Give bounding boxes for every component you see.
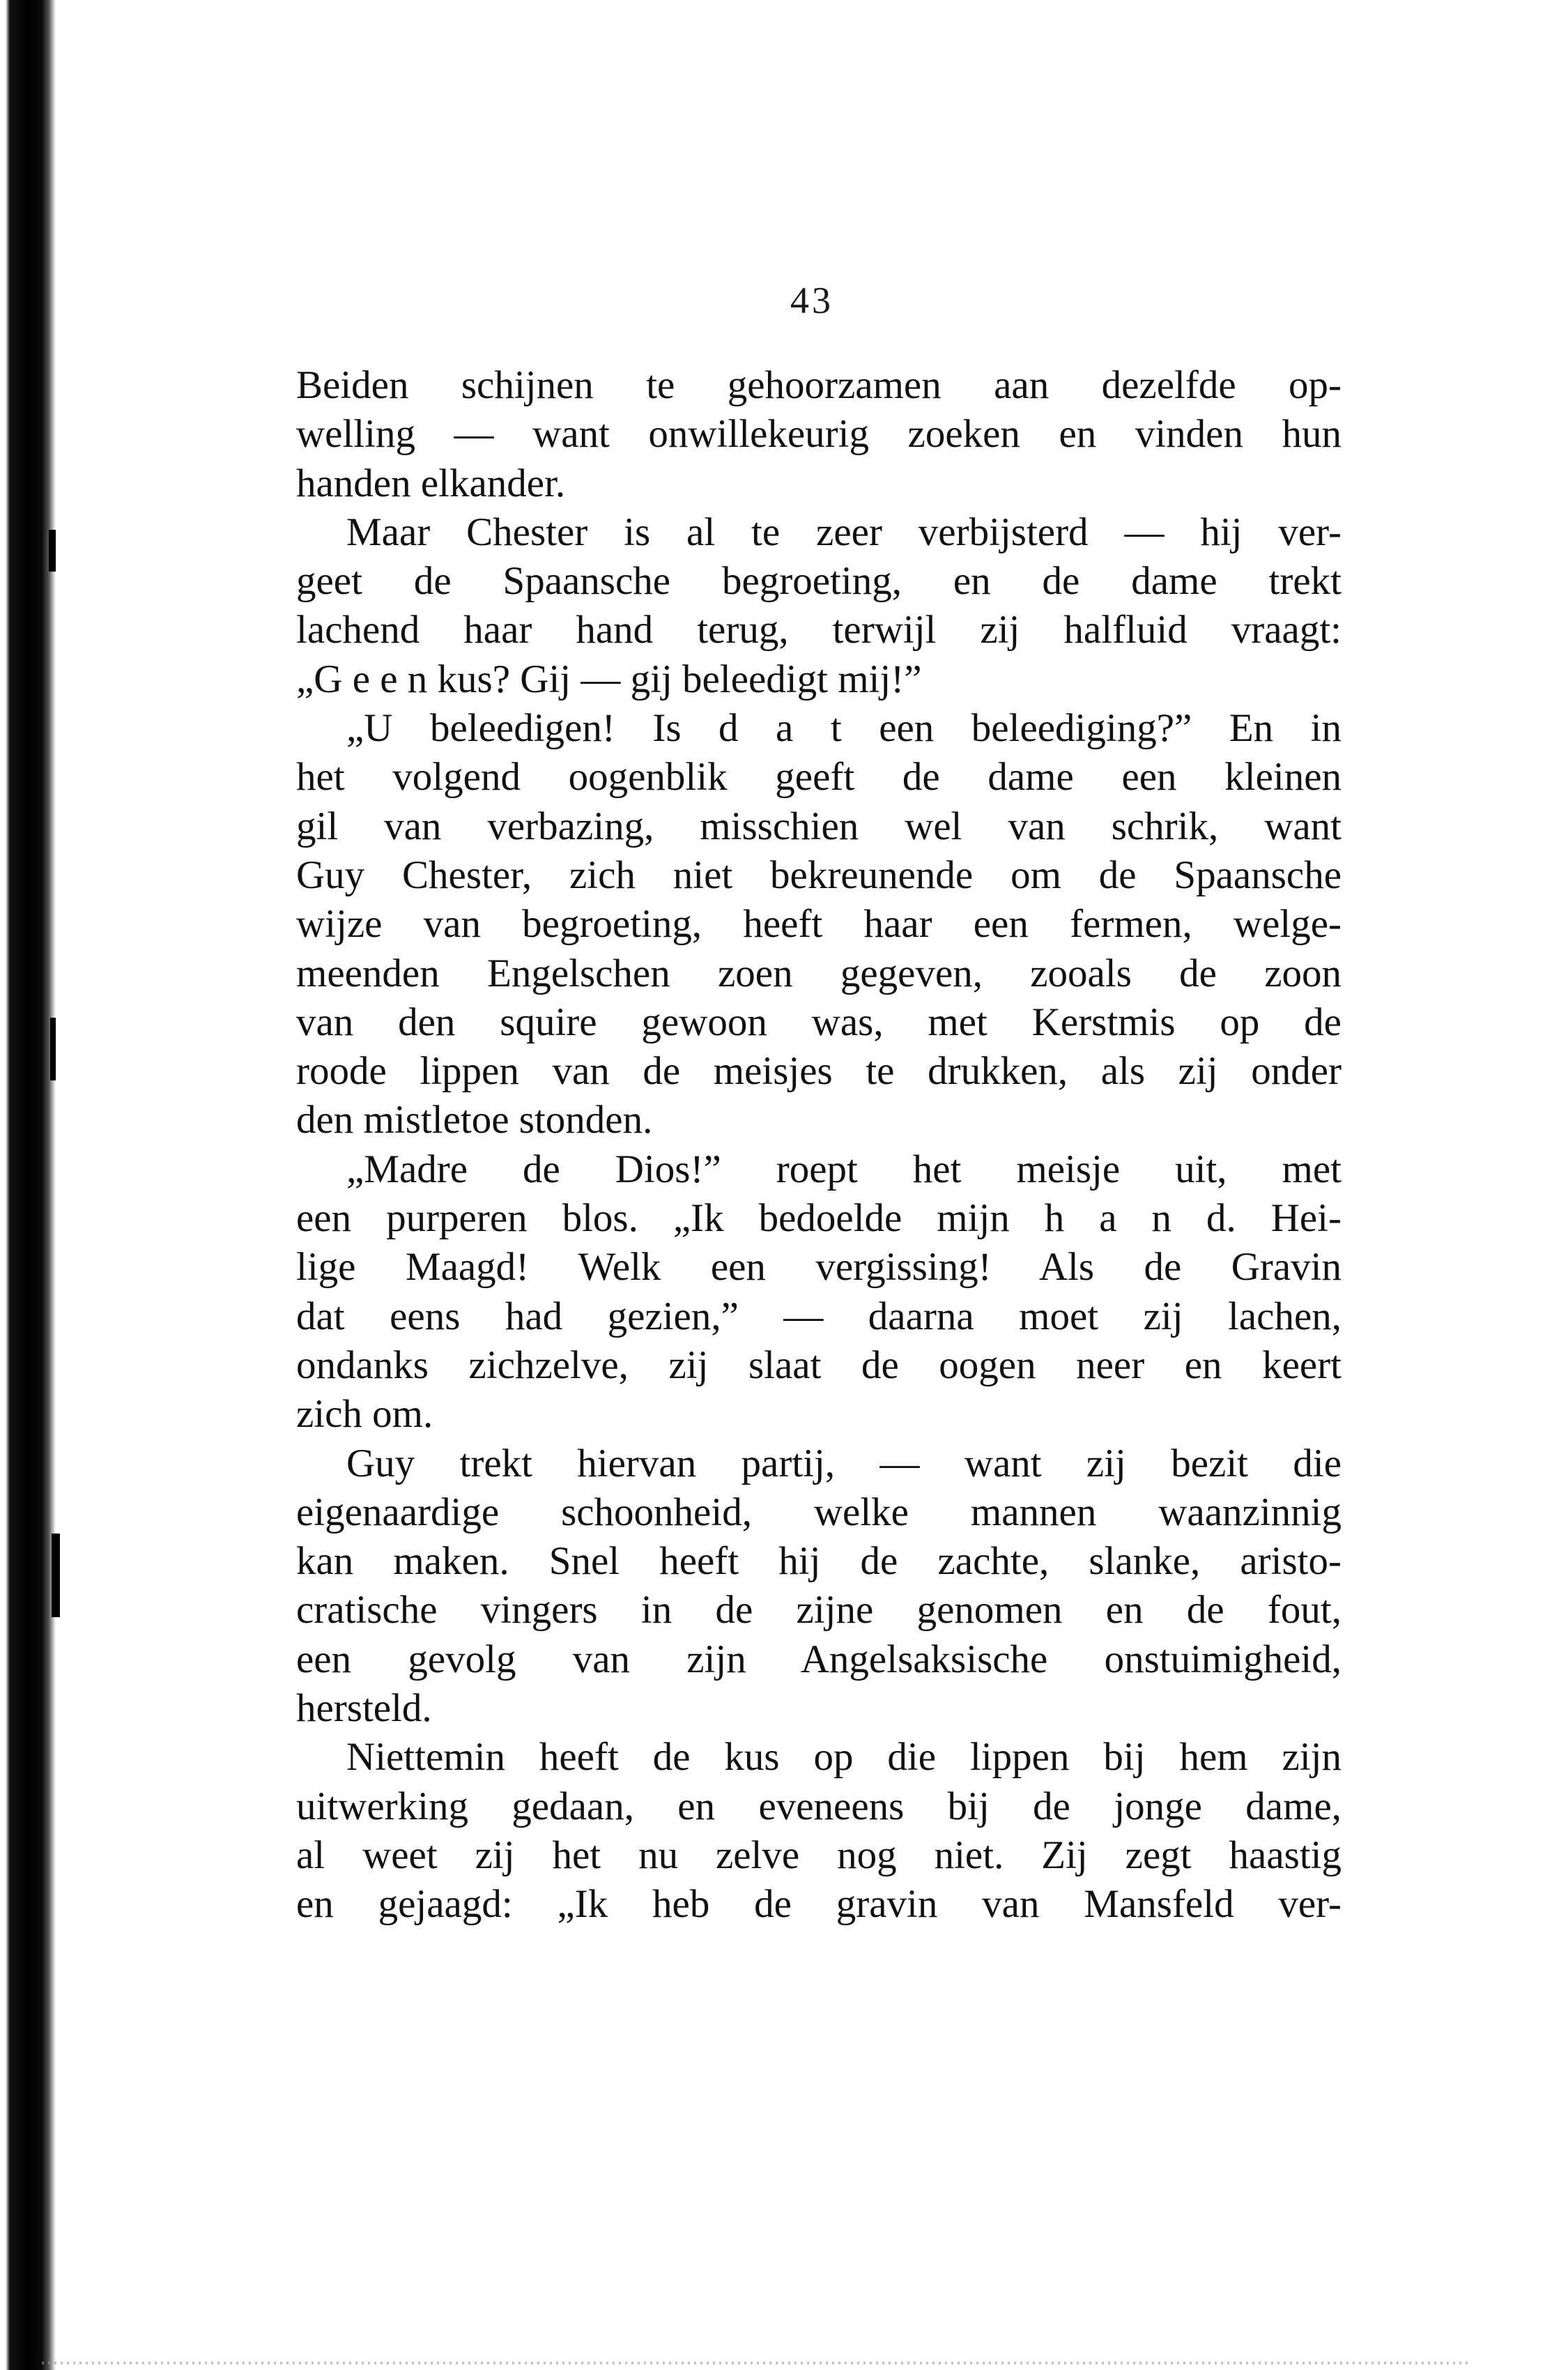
- text-line: lachend haar hand terug, terwijl zij halfluid vraagt:: [296, 608, 1342, 652]
- text-line: cratische vingers in de zijne genomen en de fout,: [296, 1588, 1342, 1633]
- text-line: roode lippen van de meisjes te drukken, als zij onder: [296, 1049, 1342, 1094]
- text-line: Niettemin heeft de kus op die lippen bij hem zijn: [346, 1735, 1342, 1780]
- text-line: Guy trekt hiervan partij, — want zij bezit die: [346, 1441, 1342, 1485]
- text-line: Maar Chester is al te zeer verbijsterd — hij ver-: [346, 510, 1342, 554]
- text-line: lige Maagd! Welk een vergissing! Als de Gravin: [296, 1245, 1342, 1290]
- text-line: handen elkander.: [296, 461, 566, 505]
- text-line: een purperen blos. „Ik bedoelde mijn h a n d. Hei-: [296, 1196, 1342, 1241]
- text-line: dat eens had gezien,” — daarna moet zij lachen,: [296, 1294, 1342, 1338]
- text-line: Beiden schijnen te gehoorzamen aan dezelfde op-: [296, 363, 1342, 407]
- binding-speck: [49, 530, 56, 572]
- scanned-binding-edge: [0, 0, 56, 2370]
- text-line: Guy Chester, zich niet bekreunende om de Spaansche: [296, 853, 1342, 897]
- text-line: van den squire gewoon was, met Kerstmis op de: [296, 1000, 1342, 1044]
- text-line: gil van verbazing, misschien wel van schrik, want: [296, 804, 1342, 848]
- text-line: het volgend oogenblik geeft de dame een kleinen: [296, 755, 1342, 800]
- text-line: ondanks zichzelve, zij slaat de oogen neer en keert: [296, 1343, 1342, 1387]
- text-line: „G e e n kus? Gij — gij beleedigt mij!”: [296, 657, 922, 701]
- text-line: zich om.: [296, 1392, 433, 1437]
- scan-noise: [42, 2362, 1470, 2364]
- text-line: geet de Spaansche begroeting, en de dame trekt: [296, 559, 1342, 604]
- binding-speck: [52, 1534, 60, 1617]
- text-line: den mistletoe stonden.: [296, 1098, 653, 1142]
- body-text: [296, 361, 1342, 1929]
- text-line: wijze van begroeting, heeft haar een fermen, welge-: [296, 902, 1342, 947]
- text-line: een gevolg van zijn Angelsaksische onstuimigheid,: [296, 1637, 1342, 1681]
- text-line: „U beleedigen! Is d a t een beleediging?” En in: [346, 706, 1342, 751]
- text-line: al weet zij het nu zelve nog niet. Zij zegt haastig: [296, 1833, 1342, 1877]
- text-line: „Madre de Dios!” roept het meisje uit, met: [346, 1147, 1342, 1191]
- text-line: uitwerking gedaan, en eveneens bij de jonge dame,: [296, 1784, 1342, 1828]
- text-line: kan maken. Snel heeft hij de zachte, slanke, aristo-: [296, 1539, 1342, 1584]
- text-line: en gejaagd: „Ik heb de gravin van Mansfeld ver-: [296, 1882, 1342, 1927]
- page-number: 43: [790, 280, 833, 321]
- text-line: hersteld.: [296, 1686, 432, 1731]
- binding-speck: [50, 1018, 56, 1080]
- text-line: meenden Engelschen zoen gegeven, zooals de zoon: [296, 951, 1342, 995]
- text-line: eigenaardige schoonheid, welke mannen waanzinnig: [296, 1490, 1342, 1534]
- text-line: welling — want onwillekeurig zoeken en vinden hun: [296, 412, 1342, 457]
